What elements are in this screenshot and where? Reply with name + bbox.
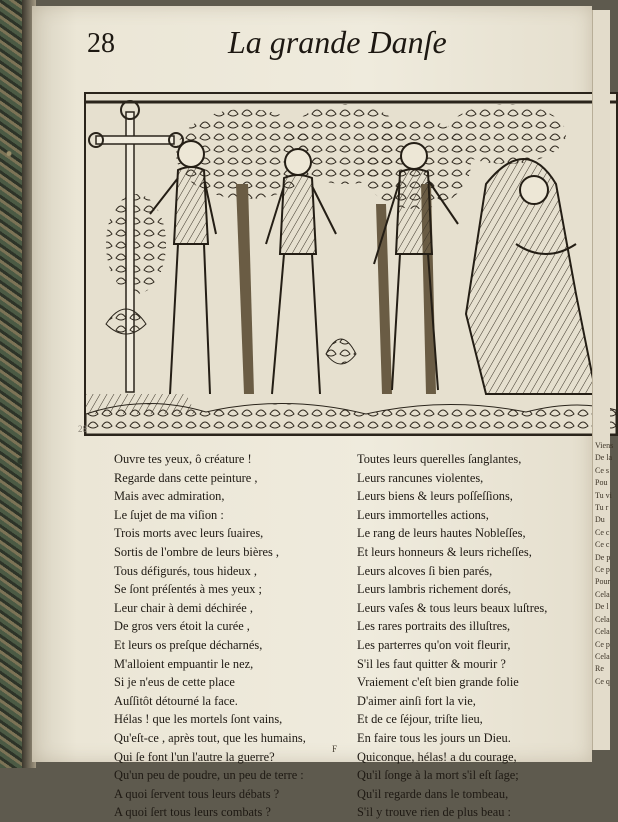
- poem-line: Leurs rancunes violentes,: [357, 470, 484, 485]
- poem-line: Et leurs honneurs & leurs richeſſes,: [357, 544, 532, 559]
- poem-line: Qui ſe font l'un l'autre la guerre?: [114, 749, 275, 764]
- poem-line: A quoi ſert tous leurs combats ?: [114, 805, 271, 820]
- poem-line: Et de ce ſéjour, triſte lieu,: [357, 712, 483, 727]
- page-number: 28: [87, 28, 115, 59]
- poem-line: Mais avec admiration,: [114, 489, 225, 504]
- book-page: [32, 6, 592, 820]
- facing-page-edge: [592, 10, 614, 750]
- poem-line: Leurs lambris richement dorés,: [357, 582, 512, 597]
- poem-line: Ouvre tes yeux, ô créature !: [114, 452, 252, 466]
- poem-line: Sortis de l'ombre de leurs bières ,: [114, 544, 279, 559]
- poem-line: Qu'il ſonge à la mort s'il eſt ſage;: [357, 768, 519, 783]
- signature-mark: F: [332, 744, 338, 754]
- poem-left-column: [114, 450, 374, 822]
- poem-line: Le rang de leurs hautes Nobleſſes,: [357, 526, 526, 541]
- poem-line: Quiconque, hélas! a du courage,: [357, 749, 517, 764]
- poem-line: Leurs immortelles actions,: [357, 507, 489, 522]
- poem-line: Qu'il regarde dans le tombeau,: [357, 786, 509, 801]
- poem-line: Et leurs os preſque décharnés,: [114, 637, 263, 652]
- poem-line: Se ſont préſentés à mes yeux ;: [114, 582, 262, 597]
- poem-line: En faire tous les jours un Dieu.: [357, 730, 511, 745]
- poem-line: Tous défigurés, tous hideux ,: [114, 563, 257, 578]
- poem-line: Hélas ! que les mortels ſont vains,: [114, 712, 283, 727]
- running-title: La grande Danſe: [228, 24, 447, 60]
- poem-line: De gros vers étoit la curée ,: [114, 619, 250, 634]
- poem-line: Les rares portraits des illuſtres,: [357, 619, 511, 634]
- facing-page-fragments: Viens De la Ce s Pou Tu vi Tu r Du Ce c Ce c De p Ce p Pour Cela De l Cela Cela Ce p Cela Re Ce q: [595, 441, 614, 686]
- poem-right-column: [357, 450, 607, 822]
- woodcut-illustration: [84, 92, 618, 436]
- dance-of-death-woodcut-image: [86, 94, 616, 434]
- poem-line: Regarde dans cette peinture ,: [114, 470, 258, 485]
- poem-line: Toutes leurs querelles ſanglantes,: [357, 452, 522, 466]
- poem-line: Qu'un peu de poudre, un peu de terre :: [114, 768, 304, 783]
- poem-line: Qu'eſt-ce , après tout, que les humains,: [114, 730, 306, 745]
- poem-line: Auſſitôt détourné la face.: [114, 693, 238, 708]
- poem-line: Vraiement c'eſt bien grande folie: [357, 675, 519, 690]
- poem-line: M'alloient empuantir le nez,: [114, 656, 254, 671]
- poem-line: Trois morts avec leurs ſuaires,: [114, 526, 264, 541]
- pencil-annotation: 28: [78, 424, 87, 434]
- poem-line: S'il les faut quitter & mourir ?: [357, 656, 506, 671]
- poem-line: A quoi ſervent tous leurs débats ?: [114, 786, 280, 801]
- poem-line: Leurs vaſes & tous leurs beaux luſtres,: [357, 600, 548, 615]
- poem-line: D'aimer ainſi fort la vie,: [357, 693, 476, 708]
- poem-line: Leurs alcoves ſi bien parés,: [357, 563, 493, 578]
- poem-line: Le ſujet de ma viſion :: [114, 507, 224, 522]
- poem-line: Les parterres qu'on voit fleurir,: [357, 637, 511, 652]
- poem-line: Si je n'eus de cette place: [114, 675, 235, 690]
- poem-line: Leur chair à demi déchirée ,: [114, 600, 253, 615]
- poem-line: Leurs biens & leurs poſſeſſions,: [357, 489, 513, 504]
- poem-line: S'il y trouve rien de plus beau :: [357, 805, 511, 820]
